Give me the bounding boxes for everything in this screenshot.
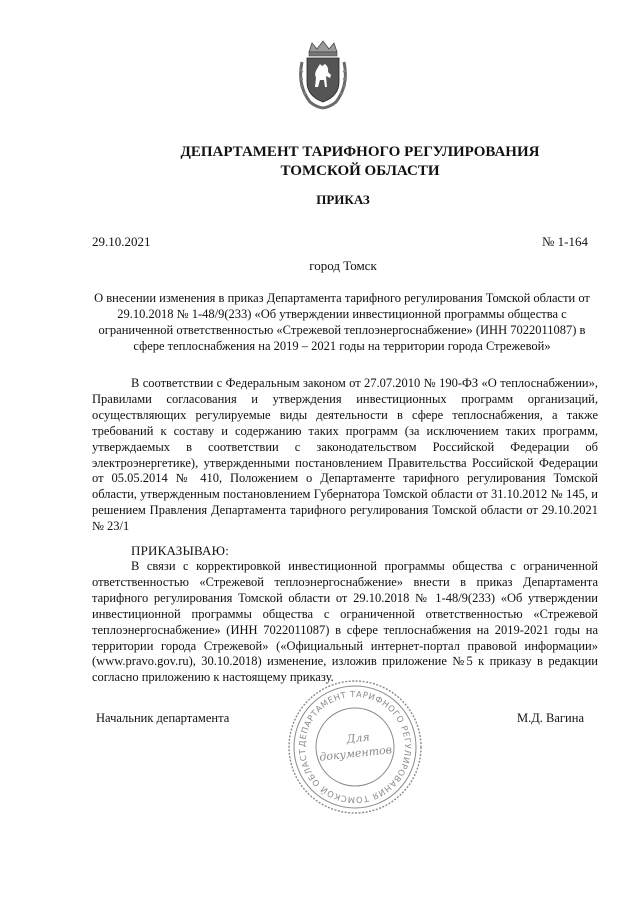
signatory-name: М.Д. Вагина [517,711,584,725]
order-subject: О внесении изменения в приказ Департамента тарифного регулирования Томской области от 29.10.2018 № 1-48/9(233) «Об утверждении инвестиционной программы общества с ограниченной ответственностью «Стрежевой теплоэнергоснабжение» (ИНН 7022011087) в сфере теплоснабжения на 2019 – 2021 годы на территории города Стрежевой» [94,291,590,353]
signatory-position: Начальник департамента [96,711,230,725]
order-clause-paragraph: В связи с корректировкой инвестиционной программы общества с ограниченной ответственностью «Стрежевой теплоэнергоснабжение» внести в приказ Департамента тарифного регулирования Томской области от 29.10.2018 № 1-48/9(233) «Об утверждении инвестиционной программы общества с ограниченной ответственностью «Стрежевой теплоэнергоснабжение» (ИНН 7022011087) в сфере теплоснабжения на 2019-2021 годы на территории города Стрежевой» («Официальный интернет-портал правовой информации» (www.pravo.gov.ru), 30.10.2018) изменение, изложив приложение №5 к приказу в редакции согласно приложению к настоящему приказу. [92,559,598,685]
order-directive-word: ПРИКАЗЫВАЮ: [131,543,230,558]
preamble-paragraph: В соответствии с Федеральным законом от 27.07.2010 № 190-ФЗ «О теплоснабжении», Правилами согласования и утверждения инвестиционных программ организаций, осуществляющих регулируемые виды деятельности в сфере теплоснабжения, а также требований к составу и содержанию таких программ (за исключением таких программ, утверждаемых в соответствии с законодательством Российской Федерации об электроэнергетике), утвержденными постановлением Правительства Российской Федерации от 05.05.2014 № 410, Положением о Департаменте тарифного регулирования Томской области, утвержденным постановлением Губернатора Томской области от 31.10.2012 № 145, и решением Правления Департамента тарифного регулирования Томской области от 29.10.2021 № 23/1 [92,376,598,534]
department-title [0,143,640,181]
stamp-ring-text: ДЕПАРТАМЕНТ ТАРИФНОГО РЕГУЛИРОВАНИЯ ТОМСКОЙ ОБЛАСТ [296,688,414,806]
order-number: № 1-164 [542,234,588,249]
stamp-center-line2: документов [318,743,393,764]
official-stamp [286,678,424,816]
department-title-line2: ТОМСКОЙ ОБЛАСТИ [280,163,440,179]
issue-city: город Томск [309,258,377,273]
stamp-center-line1: Для [345,730,371,746]
document-type-title: ПРИКАЗ [316,192,370,207]
order-date: 29.10.2021 [92,234,151,249]
department-title-line1: ДЕПАРТАМЕНТ ТАРИФНОГО РЕГУЛИРОВАНИЯ [180,144,540,160]
coat-of-arms-emblem [296,40,350,110]
